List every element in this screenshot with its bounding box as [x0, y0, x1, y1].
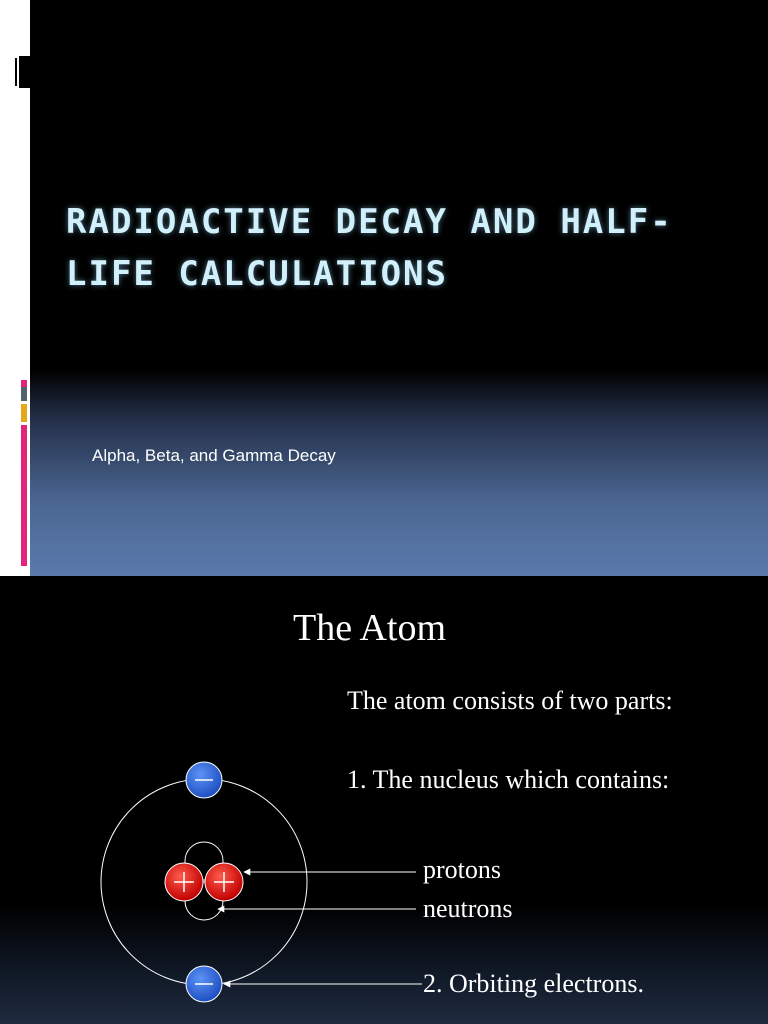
nucleus-item: 1. The nucleus which contains:	[347, 765, 670, 794]
slide1-title: RADIOACTIVE DECAY AND HALF-LIFE CALCULATIONS	[66, 202, 673, 294]
slide-edge-marker	[19, 56, 30, 88]
accent-bar-gold	[21, 404, 27, 422]
electron-bottom-icon	[186, 966, 222, 1002]
accent-bar-pink	[21, 425, 27, 566]
proton-right-icon	[205, 863, 243, 901]
accent-bar-pink-top	[21, 380, 27, 387]
neutrons-label: neutrons	[423, 894, 513, 923]
atom-slide	[0, 576, 768, 1024]
slide1-subtitle: Alpha, Beta, and Gamma Decay	[92, 446, 336, 465]
accent-bar-gray	[21, 387, 27, 401]
slide2-title: The Atom	[293, 607, 447, 649]
proton-left-icon	[165, 863, 203, 901]
electrons-item: 2. Orbiting electrons.	[423, 969, 644, 998]
atom-diagram	[0, 576, 768, 1024]
electron-top-icon	[186, 762, 222, 798]
protons-label: protons	[423, 855, 501, 884]
intro-text: The atom consists of two parts:	[347, 686, 673, 715]
